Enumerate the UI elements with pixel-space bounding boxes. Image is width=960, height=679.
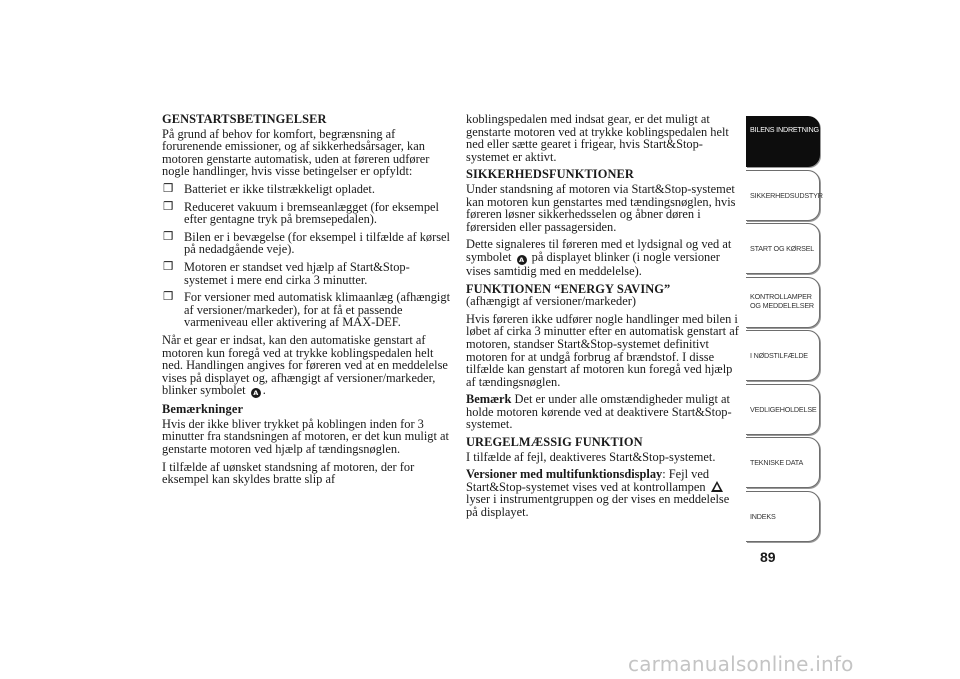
list-item: ❒ Batteriet er ikke tilstrækkeligt opladet. — [163, 181, 375, 196]
list-item: ❒ For versioner med automatisk klimaanlæg (afhængigt af versioner/markeder), for at få et passende varmeniveau eller aktivering af MAX-DEF. — [163, 290, 451, 330]
paragraph: I tilfælde af fejl, deaktiveres Start&Stop-systemet. — [466, 449, 716, 464]
tab-bilens-indretning[interactable]: BILENS INDRETNING — [746, 116, 820, 167]
paragraph: Dette signaleres til føreren med et lydsignal og ved at symbolet A på displayet blinker (i nogle versioner vises samtidig med en meddelelse). — [466, 237, 732, 278]
tab-vedligeholdelse[interactable]: VEDLIGEHOLDELSE — [746, 384, 820, 435]
warning-triangle-icon — [711, 481, 723, 492]
tab-i-nodstilfaelde[interactable]: I NØDSTILFÆLDE — [746, 330, 820, 381]
paragraph: Når et gear er indsat, kan den automatiske genstart af motoren kun foregå ved at trykke koblingspedalen helt ned. Handlingen angives for føreren ved at en meddelelse vises på displayet og, afhængigt af versioner/markeder, blinker symbolet A . — [162, 332, 448, 398]
chapter-tabs — [746, 116, 823, 544]
tab-tekniske-data[interactable]: TEKNISKE DATA — [746, 437, 820, 488]
tab-sikkerhedsudstyr[interactable]: SIKKERHEDSUDSTYR — [746, 170, 820, 221]
paragraph: Hvis der ikke bliver trykket på koblingen inden for 3 minutter fra standsningen af motoren, er det kun muligt at genstarte motoren ved hjælp af tændingsnøglen. — [162, 416, 449, 457]
page-number: 89 — [760, 549, 776, 565]
checkbox-bullet-icon: ❒ — [163, 291, 174, 304]
paragraph: Bemærk Det er under alle omstændigheder muligt at holde motoren kørende ved at deaktivere Start&Stop-systemet. — [466, 392, 732, 432]
heading-notes: Bemærkninger — [162, 402, 244, 417]
checkbox-bullet-icon: ❒ — [163, 230, 174, 243]
list-item: ❒ Bilen er i bevægelse (for eksempel i tilfælde af kørsel på nedadgående veje). — [163, 229, 450, 257]
paragraph: I tilfælde af uønsket standsning af motoren, der for eksempel kan skyldes bratte slip af — [162, 459, 415, 487]
energy-saving-subtitle: (afhængigt af versioner/markeder) — [466, 294, 636, 309]
left-column — [162, 113, 450, 491]
heading-restart-conditions: GENSTARTSBETINGELSER — [162, 112, 327, 126]
paragraph: koblingspedalen med indsat gear, er det muligt at genstarte motoren ved at trykke koblingspedalen helt ned eller sætte gearet i frigear, hvis Start&Stop-systemet er aktivt. — [466, 112, 729, 164]
checkbox-bullet-icon: ❒ — [163, 182, 174, 195]
heading-safety-functions: SIKKERHEDSFUNKTIONER — [466, 167, 634, 182]
start-stop-icon: A — [517, 255, 527, 265]
paragraph: Under standsning af motoren via Start&Stop-systemet kan motoren kun genstartes med tændingsnøglen, hvis føreren løsner sikkerhedsselen og åbner døren i førersiden eller passagersiden. — [466, 181, 736, 234]
heading-energy-saving: FUNKTIONEN “ENERGY SAVING” — [466, 281, 671, 296]
right-column — [466, 113, 744, 524]
checkbox-bullet-icon: ❒ — [163, 260, 174, 273]
paragraph: På grund af behov for komfort, begrænsning af forurenende emissioner, og af sikkerhedsårsager, kan motoren genstarte automatisk, uden at føreren udfører nogle handlinger, hvis visse betingelser er opfyldt: — [162, 126, 430, 179]
tab-start-og-korsel[interactable]: START OG KØRSEL — [746, 223, 820, 274]
list-item: ❒ Motoren er standset ved hjælp af Start&Stop-systemet i mere end cirka 3 minutter. — [163, 259, 410, 287]
tab-kontrollamper[interactable]: KONTROLLAMPER OG MEDDELELSER — [746, 277, 820, 328]
checkbox-bullet-icon: ❒ — [163, 200, 174, 213]
paragraph: Hvis føreren ikke udfører nogle handlinger med bilen i løbet af cirka 3 minutter efter en automatisk genstart af motoren, standser Start&Stop-systemet definitivt motoren for at undgå forbrug af brændstof. I disse tilfælde kan genstart af motoren kun foregå ved hjælp af tændingsnøglen. — [466, 311, 739, 389]
list-item: ❒ Reduceret vakuum i bremseanlægget (for eksempel efter gentagne tryk på bremsepedalen). — [163, 199, 439, 227]
heading-malfunction: UREGELMÆSSIG FUNKTION — [466, 435, 643, 450]
watermark: carmanualsonline.info — [628, 652, 854, 676]
tab-indeks[interactable]: INDEKS — [746, 491, 820, 542]
paragraph: Versioner med multifunktionsdisplay: Fejl ved Start&Stop-systemet vises ved at kontrollampen lyser i instrumentgruppen og der vises en meddelelse på displayet. — [466, 467, 730, 520]
start-stop-icon: A — [251, 388, 261, 398]
